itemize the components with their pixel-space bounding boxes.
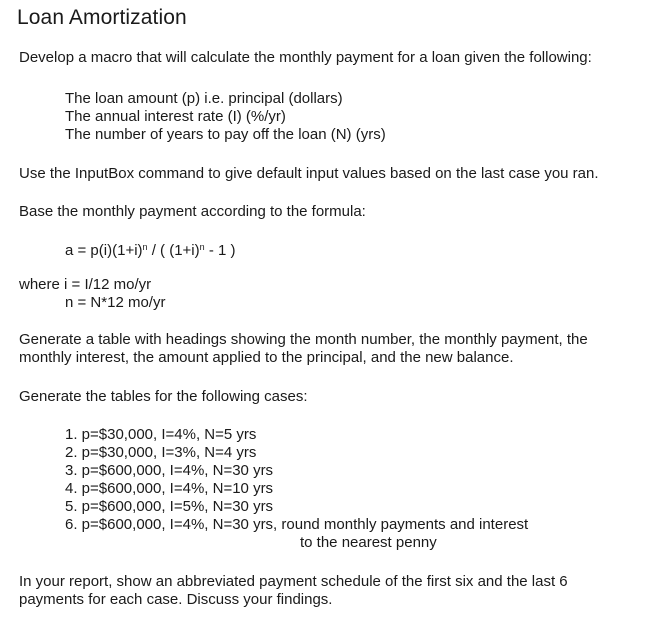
formula-intro: Base the monthly payment according to the formula: [19, 203, 366, 220]
report-note-line-2: payments for each case. Discuss your findings. [19, 591, 333, 608]
case-item-3: 3. p=$600,000, I=4%, N=30 yrs [65, 462, 274, 479]
formula-exponent-2: n [199, 242, 205, 252]
input-item-rate: The annual interest rate (I) (%/yr) [65, 108, 286, 125]
formula-exponent-1: n [142, 242, 148, 252]
formula-mid: / ( (1+i) [147, 242, 200, 259]
intro-text: Develop a macro that will calculate the monthly payment for a loan given the following: [19, 49, 592, 66]
input-item-principal: The loan amount (p) i.e. principal (dollars) [65, 90, 343, 107]
case-item-2: 2. p=$30,000, I=3%, N=4 yrs [65, 444, 257, 461]
page-title: Loan Amortization [17, 6, 187, 29]
where-n-definition: n = N*12 mo/yr [65, 294, 166, 311]
table-note-line-1: Generate a table with headings showing the month number, the monthly payment, the [19, 331, 588, 348]
input-item-years: The number of years to pay off the loan (N) (yrs) [65, 126, 386, 143]
case-item-1: 1. p=$30,000, I=4%, N=5 yrs [65, 426, 257, 443]
formula-lhs: a = p(i)(1+i) [65, 242, 143, 259]
formula [65, 242, 236, 260]
report-note-line-1: In your report, show an abbreviated payment schedule of the first six and the last 6 [19, 573, 568, 590]
case-item-6-continuation: to the nearest penny [300, 534, 437, 551]
case-item-5: 5. p=$600,000, I=5%, N=30 yrs [65, 498, 274, 515]
case-item-6: 6. p=$600,000, I=4%, N=30 yrs, round monthly payments and interest [65, 516, 529, 533]
cases-intro: Generate the tables for the following cases: [19, 388, 308, 405]
where-i-definition: where i = I/12 mo/yr [19, 276, 152, 293]
case-item-4: 4. p=$600,000, I=4%, N=10 yrs [65, 480, 274, 497]
table-note-line-2: monthly interest, the amount applied to the principal, and the new balance. [19, 349, 514, 366]
formula-rhs: - 1 ) [204, 242, 236, 259]
inputbox-note: Use the InputBox command to give default input values based on the last case you ran. [19, 165, 599, 182]
